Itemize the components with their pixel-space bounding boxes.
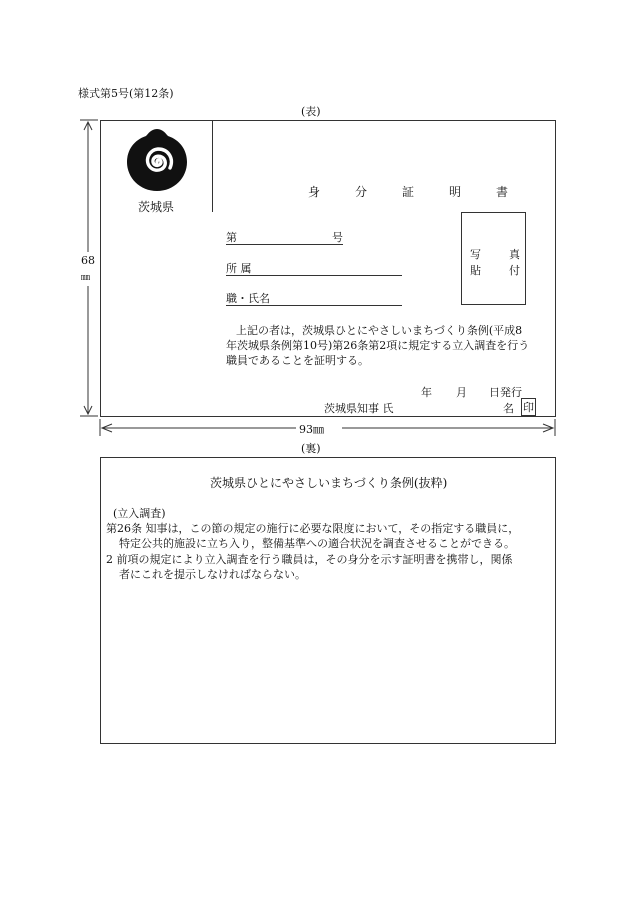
prefecture-emblem-icon	[125, 128, 189, 192]
height-value: 68	[81, 254, 95, 267]
document-title: 身 分 証 明 書	[308, 185, 524, 199]
affiliation-field[interactable]	[226, 260, 402, 276]
back-card	[100, 457, 556, 744]
statement-line: 上記の者は，茨城県ひとにやさしいまちづくり条例(平成8	[236, 324, 523, 337]
emblem-divider	[212, 120, 213, 212]
affiliation-label: 所 属	[226, 262, 252, 275]
back-side-label: (裏)	[301, 442, 321, 455]
issuer: 茨城県知事 氏	[324, 402, 394, 415]
photo-text-2: 真	[509, 248, 520, 261]
article-line: 者にこれを提示しなければならない。	[119, 568, 306, 581]
date-year: 年	[421, 386, 432, 399]
date-month: 月	[456, 386, 467, 399]
article-line: 2 前項の規定により立入調査を行う職員は，その身分を示す証明書を携帯し，関係	[106, 553, 513, 566]
article-line: 特定公共的施設に立ち入り，整備基準への適合状況を調査させることができる。	[119, 537, 515, 550]
front-side-label: (表)	[301, 105, 321, 118]
name-suffix: 名	[503, 402, 514, 415]
position-name-label: 職・氏名	[226, 292, 270, 305]
org-name: 茨城県	[138, 200, 175, 214]
seal-mark: 印	[521, 398, 536, 416]
statement-line: 年茨城県条例第10号)第26条第2項に規定する立入調査を行う	[226, 339, 530, 352]
photo-text-1: 写	[470, 248, 481, 261]
form-number-header: 様式第5号(第12条)	[78, 87, 174, 100]
number-field[interactable]	[226, 229, 343, 245]
position-name-field[interactable]	[226, 290, 402, 306]
photo-box	[461, 212, 526, 305]
date-issued: 日発行	[489, 386, 522, 399]
section-heading: (立入調査)	[113, 507, 166, 520]
back-title: 茨城県ひとにやさしいまちづくり条例(抜粋)	[210, 476, 448, 490]
statement-line: 職員であることを証明する。	[226, 354, 369, 367]
photo-text-3: 貼	[470, 264, 481, 277]
number-suffix: 号	[332, 231, 343, 244]
height-unit: ㎜	[81, 273, 91, 283]
number-prefix: 第	[226, 231, 237, 244]
width-label: 93㎜	[299, 423, 324, 436]
article-line: 第26条 知事は，この節の規定の施行に必要な限度において，その指定する職員に，	[106, 522, 520, 535]
photo-text-4: 付	[509, 264, 520, 277]
